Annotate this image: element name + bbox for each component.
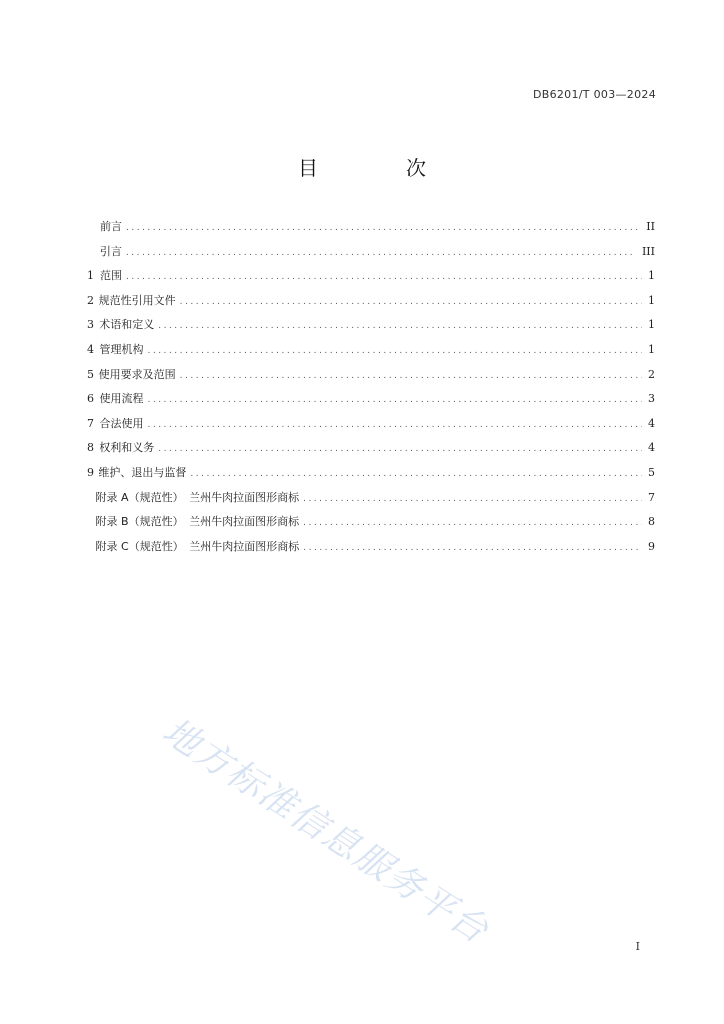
- toc-entry[interactable]: [87, 489, 655, 514]
- toc-entry-page: 1: [648, 269, 655, 283]
- page-number: I: [635, 940, 640, 953]
- toc-entry-label: 使用要求及范围: [98, 367, 176, 381]
- toc-entry-number: 8: [87, 441, 94, 455]
- toc-dot-leader: [147, 395, 642, 405]
- toc-entry-page: 1: [648, 342, 655, 356]
- toc-entry-page: 2: [648, 367, 655, 381]
- toc-entry[interactable]: [87, 243, 655, 268]
- toc-entry-page: 3: [648, 392, 655, 406]
- toc-entry-label: 使用流程: [99, 392, 144, 406]
- toc-dot-leader: [126, 248, 636, 258]
- toc-entry-page: 8: [648, 515, 655, 529]
- toc-entry[interactable]: [87, 513, 655, 538]
- watermark-text: 地方标准信息服务平台: [155, 710, 497, 953]
- toc-entry-page: 5: [648, 465, 655, 479]
- toc-entry-label: 前言: [99, 220, 122, 233]
- toc-dot-leader: [303, 518, 642, 528]
- toc-entry[interactable]: [87, 267, 655, 292]
- toc-dot-leader: [126, 272, 642, 282]
- toc-entry-label: 管理机构: [99, 342, 144, 356]
- toc-entry-page: 9: [648, 539, 655, 553]
- toc-entry-label: 附录 A（规范性） 兰州牛肉拉面图形商标: [95, 490, 300, 504]
- toc-entry-label: 维护、退出与监督: [98, 465, 187, 479]
- toc-entry-page: II: [646, 220, 655, 233]
- toc-entry-number: 1: [87, 269, 94, 283]
- toc-entry-number: 7: [87, 416, 94, 430]
- toc-entry-page: 1: [648, 318, 655, 332]
- toc-dot-leader: [147, 420, 642, 430]
- toc-dot-leader: [158, 444, 642, 454]
- toc-entry-page: 4: [648, 441, 655, 455]
- toc-entry-page: 7: [648, 490, 655, 504]
- toc-entry[interactable]: [87, 341, 655, 366]
- toc-entry-number: 9: [87, 465, 94, 479]
- toc-entry[interactable]: [87, 538, 655, 563]
- toc-entry[interactable]: [87, 366, 655, 391]
- toc-entry[interactable]: [87, 316, 655, 341]
- toc-entry-label: 附录 B（规范性） 兰州牛肉拉面图形商标: [95, 515, 300, 529]
- toc-dot-leader: [190, 469, 642, 479]
- document-code: DB6201/T 003—2024: [532, 88, 656, 101]
- toc-dot-leader: [180, 297, 642, 307]
- toc-dot-leader: [303, 494, 642, 504]
- toc-entry-label: 术语和定义: [99, 318, 155, 332]
- toc-entry-number: 6: [87, 392, 94, 406]
- toc-entry[interactable]: [87, 464, 655, 489]
- toc-entry-label: 权利和义务: [99, 441, 155, 455]
- toc-dot-leader: [180, 371, 642, 381]
- toc-entry[interactable]: [87, 439, 655, 464]
- toc-dot-leader: [147, 346, 642, 356]
- toc-entry-number: 4: [87, 342, 94, 356]
- toc-entry-label: 合法使用: [99, 416, 144, 430]
- toc-entry-number: 3: [87, 318, 94, 332]
- toc-entry[interactable]: [87, 415, 655, 440]
- toc-entry[interactable]: [87, 390, 655, 415]
- toc-entry-number: 2: [87, 293, 94, 307]
- toc-dot-leader: [303, 543, 642, 553]
- toc-entry-page: III: [641, 244, 655, 258]
- toc-dot-leader: [126, 223, 640, 233]
- toc-entry-label: 范围: [100, 269, 122, 283]
- toc-dot-leader: [158, 321, 642, 331]
- toc-entry-label: 附录 C（规范性） 兰州牛肉拉面图形商标: [95, 539, 300, 553]
- toc-entry[interactable]: [87, 218, 655, 243]
- toc-entry-label: 规范性引用文件: [98, 293, 176, 307]
- table-of-contents: [87, 218, 655, 562]
- toc-entry-label: 引言: [99, 244, 122, 258]
- toc-entry-number: 5: [87, 367, 94, 381]
- page-title: 目 次: [298, 156, 460, 180]
- toc-entry[interactable]: [87, 292, 655, 317]
- toc-entry-page: 4: [648, 416, 655, 430]
- toc-entry-page: 1: [648, 293, 655, 307]
